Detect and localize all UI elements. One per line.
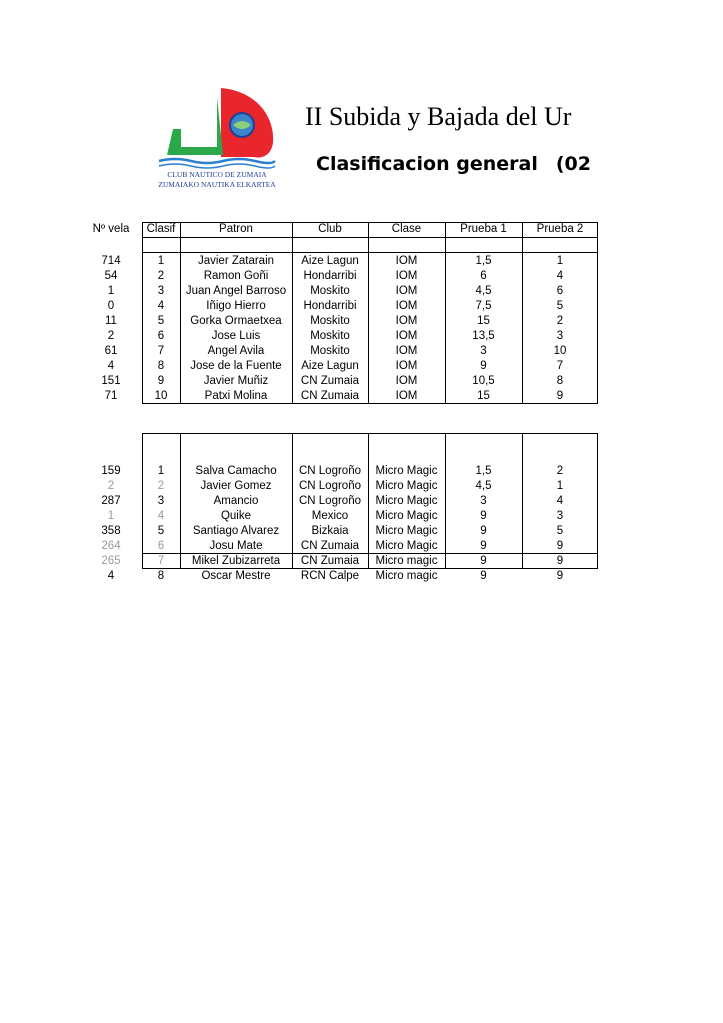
table-cell: 9 <box>556 555 564 567</box>
table-cell: 6 <box>480 270 487 282</box>
table-cell: Juan Angel Barroso <box>185 285 287 297</box>
table-cell: IOM <box>395 315 418 327</box>
table-cell: Micro Magic <box>375 540 438 552</box>
table-cell: 10 <box>553 345 567 357</box>
page-title: II Subida y Bajada del Ur <box>305 102 572 131</box>
table-row <box>80 269 598 284</box>
table-row <box>80 314 598 329</box>
table-cell: Ramon Goñi <box>203 270 269 282</box>
table-cell: 1 <box>157 255 165 267</box>
table-cell: Hondarribi <box>303 270 357 282</box>
sailboat-logo-graphic <box>145 85 290 195</box>
table-cell: 2 <box>107 330 115 342</box>
table-cell: Micro Magic <box>375 510 438 522</box>
header-race-2: Prueba 2 <box>536 223 584 235</box>
table-cell: 1 <box>556 255 564 267</box>
table-cell: 3 <box>556 330 564 342</box>
table-cell: Micro Magic <box>375 525 438 537</box>
table-cell: 5 <box>157 315 165 327</box>
table-cell: Aize Lagun <box>301 255 359 267</box>
table-cell: Jose Luis <box>211 330 261 342</box>
table-cell: IOM <box>395 255 418 267</box>
header-sail-number: Nº vela <box>92 223 130 235</box>
table-cell: IOM <box>395 330 418 342</box>
table-row <box>80 299 598 314</box>
header-skipper: Patron <box>219 223 253 235</box>
table-header-row <box>80 222 598 237</box>
table-row <box>80 329 598 344</box>
table-cell: 9 <box>480 540 487 552</box>
table-cell: 9 <box>556 540 564 552</box>
table-cell: 10 <box>154 390 168 402</box>
table-cell: 4,5 <box>475 285 492 297</box>
table-row <box>80 254 598 269</box>
subtitle-label: Clasificacion general <box>316 153 538 175</box>
table-cell: 1 <box>107 510 115 522</box>
table-cell: Jose de la Fuente <box>190 360 282 372</box>
table-cell: 1 <box>556 480 564 492</box>
table-cell: Javier Gomez <box>200 480 272 492</box>
grid-line <box>142 237 143 238</box>
table-cell: Bizkaia <box>311 525 349 537</box>
header-race-1: Prueba 1 <box>460 223 507 235</box>
page-subtitle <box>316 150 597 178</box>
table-row <box>80 359 598 374</box>
table-cell: 2 <box>556 315 564 327</box>
table-cell: 5 <box>157 525 165 537</box>
table-cell: Javier Muñiz <box>203 375 269 387</box>
table-cell: Moskito <box>310 285 350 297</box>
table-cell: CN Logroño <box>298 495 361 507</box>
table-cell: 4 <box>556 495 564 507</box>
table-cell: 4,5 <box>475 480 492 492</box>
table-row <box>80 494 598 509</box>
table-cell: 8 <box>157 360 165 372</box>
table-cell: Patxi Molina <box>204 390 268 402</box>
table-cell: 4 <box>157 510 165 522</box>
table-cell: CN Zumaia <box>300 540 360 552</box>
table-row <box>80 284 598 299</box>
table-cell: 151 <box>101 375 121 387</box>
table-cell: 13,5 <box>472 330 495 342</box>
table-row <box>80 554 598 569</box>
table-cell: IOM <box>395 375 418 387</box>
table-cell: 159 <box>101 465 121 477</box>
club-logo <box>145 85 290 195</box>
table-cell: 7 <box>157 345 165 357</box>
table-cell: Micro magic <box>375 570 438 582</box>
table-cell: 15 <box>477 315 490 327</box>
table-row <box>80 344 598 359</box>
subtitle-date: (02 <box>555 153 591 175</box>
table-cell: 1 <box>107 285 115 297</box>
table-cell: 7 <box>556 360 564 372</box>
grid-line <box>142 237 598 238</box>
table-cell: CN Logroño <box>298 465 361 477</box>
table-cell: Micro Magic <box>375 480 438 492</box>
table-cell: CN Zumaia <box>300 390 360 402</box>
table-cell: 8 <box>157 570 165 582</box>
table-cell: IOM <box>395 390 418 402</box>
table-cell: Oscar Mestre <box>201 570 271 582</box>
table-cell: Josu Mate <box>209 540 263 552</box>
table-cell: IOM <box>395 345 418 357</box>
table-cell: Javier Zatarain <box>197 255 275 267</box>
table-cell: 10,5 <box>472 375 495 387</box>
grid-line <box>142 252 598 253</box>
header-club: Club <box>318 223 342 235</box>
table-cell: 15 <box>477 390 490 402</box>
table-cell: 9 <box>556 390 564 402</box>
table-cell: IOM <box>395 360 418 372</box>
table-cell: 1,5 <box>475 465 492 477</box>
table-cell: 2 <box>157 270 165 282</box>
table-cell: 9 <box>480 360 487 372</box>
table-cell: Moskito <box>310 345 350 357</box>
table-cell: 4 <box>107 360 115 372</box>
table-cell: 3 <box>556 510 564 522</box>
table-cell: 54 <box>104 270 118 282</box>
table-cell: 61 <box>104 345 118 357</box>
logo-line-1: CLUB NAUTICO DE ZUMAIA <box>167 170 267 179</box>
table-cell: Hondarribi <box>303 300 357 312</box>
table-cell: 4 <box>157 300 165 312</box>
table-cell: 3 <box>157 495 165 507</box>
table-cell: IOM <box>395 300 418 312</box>
table-cell: 287 <box>101 495 121 507</box>
table-cell: Moskito <box>310 330 350 342</box>
table-cell: 8 <box>556 375 564 387</box>
header-position: Clasif <box>146 223 176 235</box>
table-cell: 5 <box>556 300 564 312</box>
table-cell: 1,5 <box>475 255 492 267</box>
table-cell: 7,5 <box>475 300 492 312</box>
table-cell: Mexico <box>311 510 349 522</box>
table-cell: 4 <box>556 270 564 282</box>
table-cell: Mikel Zubizarreta <box>191 555 281 567</box>
grid-line <box>142 433 598 434</box>
table-row <box>80 389 598 404</box>
table-cell: Amancio <box>213 495 259 507</box>
table-cell: 9 <box>157 375 165 387</box>
table-cell: 2 <box>107 480 115 492</box>
table-cell: 265 <box>101 555 121 567</box>
table-cell: Angel Avila <box>207 345 265 357</box>
table-cell: 264 <box>101 540 121 552</box>
table-cell: 2 <box>556 465 564 477</box>
table-cell: RCN Calpe <box>300 570 360 582</box>
table-row <box>80 524 598 539</box>
table-cell: 1 <box>157 465 165 477</box>
table-cell: Micro Magic <box>375 495 438 507</box>
table-cell: 7 <box>157 555 165 567</box>
table-cell: 9 <box>480 570 487 582</box>
table-cell: CN Zumaia <box>300 375 360 387</box>
table-cell: IOM <box>395 270 418 282</box>
table-cell: 5 <box>556 525 564 537</box>
table-cell: 6 <box>556 285 564 297</box>
table-cell: 714 <box>101 255 121 267</box>
table-cell: 3 <box>480 495 487 507</box>
table-cell: 2 <box>157 480 165 492</box>
table-cell: 71 <box>104 390 118 402</box>
table-cell: CN Logroño <box>298 480 361 492</box>
table-cell: Micro Magic <box>375 465 438 477</box>
table-cell: Micro magic <box>375 555 438 567</box>
grid-line <box>142 222 598 223</box>
table-cell: Aize Lagun <box>301 360 359 372</box>
table-cell: 9 <box>480 555 487 567</box>
table-cell: Salva Camacho <box>195 465 277 477</box>
table-cell: 11 <box>105 315 117 327</box>
table-cell: 9 <box>556 570 564 582</box>
header-class: Clase <box>391 223 422 235</box>
table-cell: Santiago Alvarez <box>192 525 280 537</box>
table-row <box>80 509 598 524</box>
table-row <box>80 479 598 494</box>
logo-line-2: ZUMAIAKO NAUTIKA ELKARTEA <box>158 180 276 189</box>
table-row <box>80 464 598 479</box>
table-row <box>80 569 598 584</box>
table-cell: Gorka Ormaetxea <box>190 315 282 327</box>
table-cell: 4 <box>107 570 115 582</box>
table-cell: Moskito <box>310 315 350 327</box>
table-cell: 6 <box>157 540 165 552</box>
table-cell: 3 <box>480 345 487 357</box>
table-row <box>80 539 598 554</box>
table-cell: 0 <box>107 300 115 312</box>
table-cell: 6 <box>157 330 165 342</box>
table-cell: 3 <box>157 285 165 297</box>
table-cell: 358 <box>101 525 121 537</box>
table-cell: 9 <box>480 525 487 537</box>
table-cell: Iñigo Hierro <box>206 300 266 312</box>
table-cell: Quike <box>220 510 252 522</box>
table-cell: CN Zumaia <box>300 555 360 567</box>
table-row <box>80 374 598 389</box>
table-cell: IOM <box>395 285 418 297</box>
table-cell: 9 <box>480 510 487 522</box>
